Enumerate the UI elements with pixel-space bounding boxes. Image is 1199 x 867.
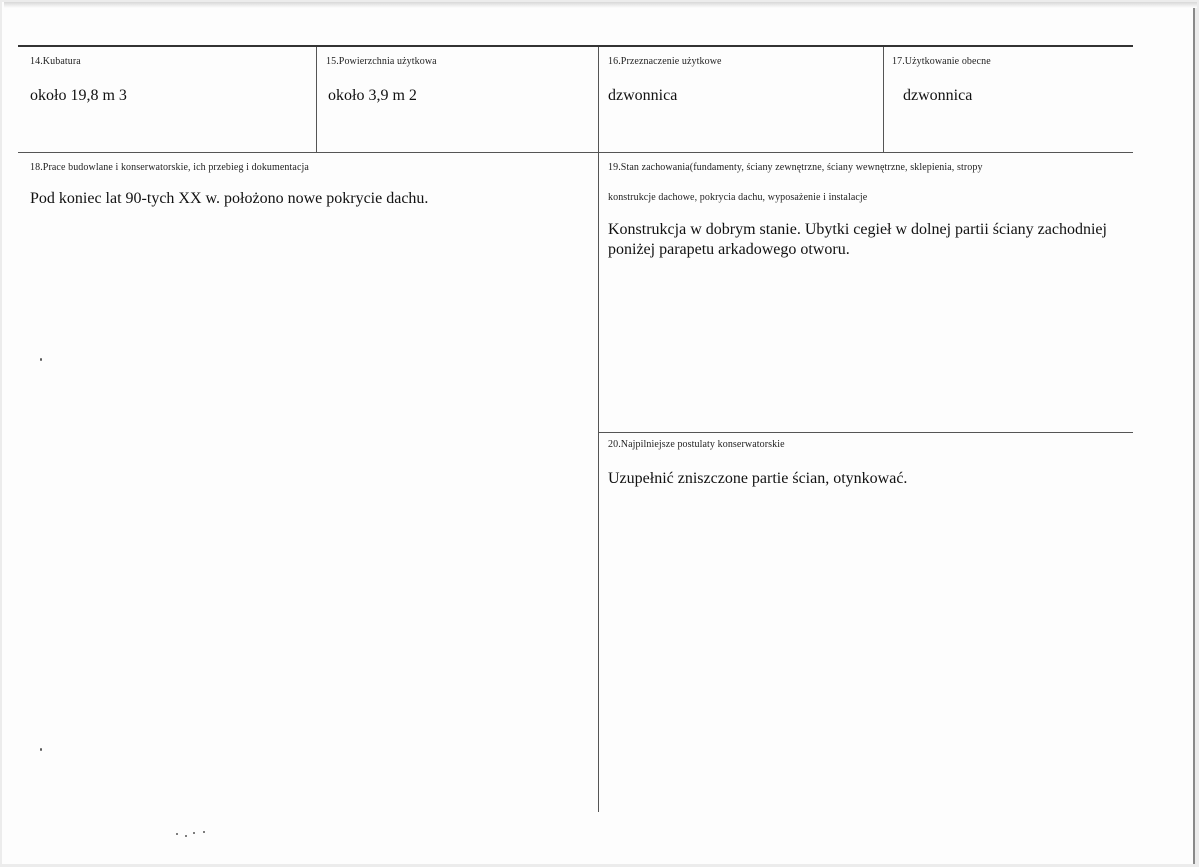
field-14-label: 14.Kubatura xyxy=(30,56,81,67)
field-18-label: 18.Prace budowlane i konserwatorskie, ich przebieg i dokumentacja xyxy=(30,162,309,173)
field-15-value: około 3,9 m 2 xyxy=(328,87,417,104)
field-17-value: dzwonnica xyxy=(903,87,973,104)
field-19-label-line1: 19.Stan zachowania(fundamenty, ściany zewnętrzne, ściany wewnętrzne, sklepienia, stropy xyxy=(608,162,983,173)
divider-15-16 xyxy=(598,47,599,812)
field-20-value: Uzupełnić zniszczone partie ścian, otynkować. xyxy=(608,470,908,487)
divider-16-17 xyxy=(883,47,884,152)
field-19-value: Konstrukcja w dobrym stanie. Ubytki cegieł w dolnej partii ściany zachodniej poniżej parapetu arkadowego otworu. xyxy=(608,221,1107,258)
form-sheet xyxy=(2,2,1195,864)
divider-14-15 xyxy=(316,47,317,152)
field-19-label-line2: konstrukcje dachowe, pokrycia dachu, wyposażenie i instalacje xyxy=(608,192,868,203)
scan-speck xyxy=(193,832,195,834)
field-16-label: 16.Przeznaczenie użytkowe xyxy=(608,56,722,67)
scan-edge xyxy=(4,2,1197,8)
scan-speck xyxy=(40,358,42,361)
scan-speck xyxy=(40,748,42,751)
field-20-label: 20.Najpilniejsze postulaty konserwatorskie xyxy=(608,439,785,450)
scan-speck xyxy=(176,833,178,835)
scan-speck xyxy=(203,831,205,833)
field-16-value: dzwonnica xyxy=(608,87,678,104)
field-18-value: Pod koniec lat 90-tych XX w. położono nowe pokrycie dachu. xyxy=(30,190,429,207)
field-14-value: około 19,8 m 3 xyxy=(30,87,127,104)
field-17-label: 17.Użytkowanie obecne xyxy=(892,56,991,67)
row-divider-19-20 xyxy=(598,432,1133,433)
field-15-label: 15.Powierzchnia użytkowa xyxy=(326,56,437,67)
top-border xyxy=(18,45,1133,47)
scan-speck xyxy=(185,835,187,837)
row-divider-top xyxy=(18,152,1133,153)
